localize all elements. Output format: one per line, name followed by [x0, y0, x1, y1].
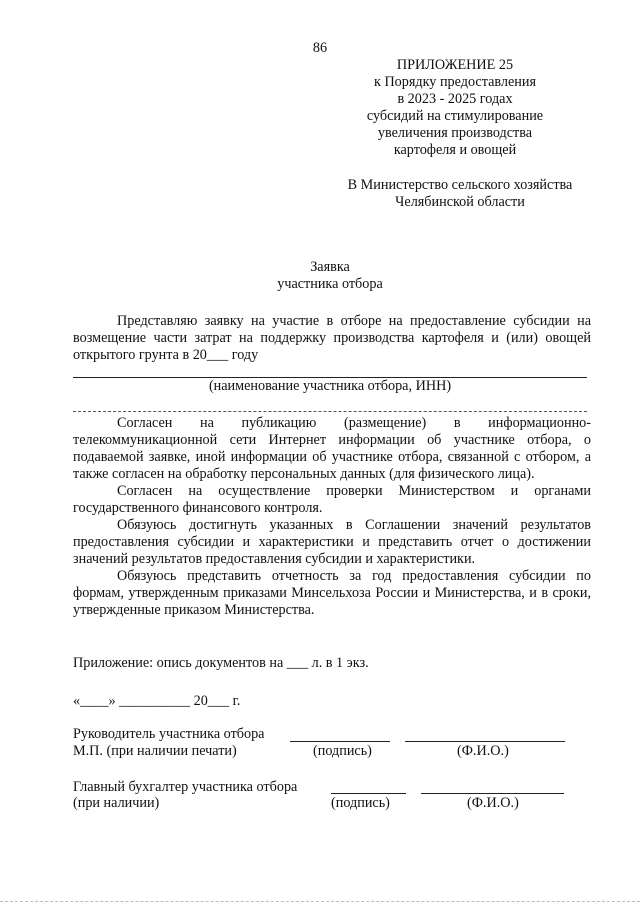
stamp-note: М.П. (при наличии печати): [73, 743, 237, 759]
title-line: Заявка: [310, 259, 350, 275]
addressee-block: [330, 177, 590, 211]
title-line: участника отбора: [277, 276, 383, 292]
head-name-caption: (Ф.И.О.): [457, 743, 509, 759]
document-title: [0, 259, 640, 293]
commitment-paragraph: Обязуюсь представить отчетность за год предоставления субсидии по формам, утвержденным приказами Минсельхоза России и Министерства, и в сроки, утвержденные приказом Министерства.: [73, 568, 591, 618]
intro-paragraph: [73, 313, 591, 364]
date-line: «____» __________ 20___ г.: [73, 693, 241, 709]
consent-paragraph: Согласен на публикацию (размещение) в информационно-телекоммуникационной сети Интернет информации об участнике отбора, о подаваемой заявке, иной информации об участнике отбора, связанной с отбором, а также согласен на обработку персональных данных (для физического лица).: [73, 415, 591, 482]
head-role: Руководитель участника отбора: [73, 726, 265, 742]
attachment-line: Приложение: опись документов на ___ л. в 1 экз.: [73, 655, 369, 671]
page-number: 86: [312, 40, 328, 56]
addressee-line: Челябинской области: [395, 194, 525, 210]
accountant-name-caption: (Ф.И.О.): [467, 795, 519, 811]
accountant-note: (при наличии): [73, 795, 160, 811]
appendix-line: в 2023 - 2025 годах: [397, 91, 513, 107]
addressee-line: В Министерство сельского хозяйства: [347, 177, 573, 193]
commitment-paragraph: Обязуюсь достигнуть указанных в Соглашении значений результатов предоставления субсидии и характеристики и представить отчет о достижении значений результатов предоставления субсидии и характеристики.: [73, 517, 591, 567]
accountant-name-line: [421, 793, 564, 794]
appendix-line: к Порядку предоставления: [374, 74, 536, 90]
accountant-sign-caption: (подпись): [331, 795, 390, 811]
participant-extra-line: [73, 411, 587, 412]
head-sign-caption: (подпись): [313, 743, 372, 759]
head-name-line: [405, 741, 565, 742]
appendix-line: увеличения производства: [377, 125, 533, 141]
consent-paragraphs: [73, 415, 591, 619]
scan-edge: [0, 901, 640, 902]
appendix-line: субсидий на стимулирование: [366, 108, 544, 124]
participant-caption: (наименование участника отбора, ИНН): [208, 378, 452, 394]
head-signature-line: [290, 741, 390, 742]
appendix-line: картофеля и овощей: [393, 142, 517, 158]
appendix-header: [330, 57, 580, 159]
accountant-signature-line: [331, 793, 406, 794]
accountant-role: Главный бухгалтер участника отбора: [73, 779, 298, 795]
intro-text: Представляю заявку на участие в отборе на предоставление субсидии на возмещение части затрат на поддержку производства картофеля и (или) овощей открытого грунта в 20___ году: [73, 313, 591, 363]
consent-paragraph: Согласен на осуществление проверки Министерством и органами государственного финансового контроля.: [73, 483, 591, 516]
appendix-line: ПРИЛОЖЕНИЕ 25: [396, 57, 514, 73]
